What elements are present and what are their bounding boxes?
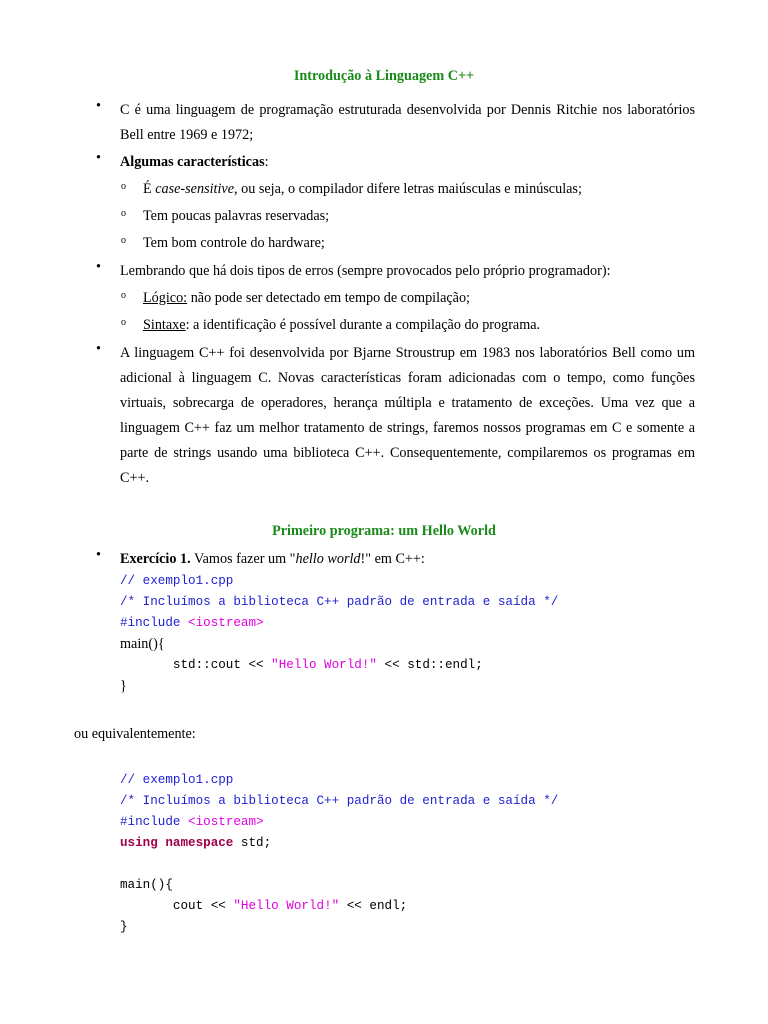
code-line: main(){ xyxy=(120,636,165,652)
colon: : xyxy=(264,154,269,170)
sub-item-text xyxy=(143,286,703,311)
bold-label: Algumas características xyxy=(120,154,265,170)
keyword: using namespace xyxy=(120,836,234,850)
circle-bullet-icon: o xyxy=(121,317,126,328)
blank-line xyxy=(120,854,558,875)
code-block-1 xyxy=(120,571,558,697)
circle-bullet-icon: o xyxy=(121,181,126,192)
sub-item-text xyxy=(143,313,703,338)
code-line: /* Incluímos a biblioteca C++ padrão de entrada e saída */ xyxy=(120,794,559,808)
text-pre: É xyxy=(143,181,156,197)
underlined-term: Lógico: xyxy=(143,290,188,306)
code-line: main(){ xyxy=(120,878,173,892)
code-line xyxy=(120,812,558,833)
include-header: <iostream> xyxy=(188,616,264,630)
circle-bullet-icon: o xyxy=(121,235,126,246)
sub-item-text: Tem bom controle do hardware; xyxy=(143,235,325,251)
include-directive: #include xyxy=(120,815,189,829)
underlined-term: Sintaxe xyxy=(143,317,186,333)
bullet-dot: • xyxy=(96,259,101,275)
bullet-text: Lembrando que há dois tipos de erros (sempre provocados pelo próprio programador): xyxy=(120,263,611,279)
exercise-label: Exercício 1. xyxy=(120,551,191,567)
code-line: } xyxy=(120,920,128,934)
code-line: } xyxy=(120,678,127,694)
code-line: // exemplo1.cpp xyxy=(120,574,234,588)
bullet-text: C é uma linguagem de programação estruturada desenvolvida por Dennis Ritchie nos laboratórios Bell entre 1969 e 1972; xyxy=(120,102,695,143)
exercise-text xyxy=(120,547,695,572)
between-text: ou equivalentemente: xyxy=(74,726,196,742)
sub-item-text: Tem poucas palavras reservadas; xyxy=(143,208,330,224)
include-directive: #include xyxy=(120,616,189,630)
text-post: , ou seja, o compilador difere letras maiúsculas e minúsculas; xyxy=(234,181,582,197)
heading-introducao: Introdução à Linguagem C++ xyxy=(293,68,475,84)
code-line xyxy=(120,896,558,917)
bullet-text xyxy=(120,150,695,175)
code-line xyxy=(120,613,558,634)
code-text: std::cout << xyxy=(120,658,272,672)
bullet-dot: • xyxy=(96,150,101,166)
bullet-dot: • xyxy=(96,341,101,357)
code-line xyxy=(120,833,558,854)
text-rest: não pode ser detectado em tempo de compilação; xyxy=(187,290,470,306)
circle-bullet-icon: o xyxy=(121,208,126,219)
heading-primeiro-programa: Primeiro programa: um Hello World xyxy=(272,523,496,539)
text-post: !" em C++: xyxy=(360,551,425,567)
string-literal: "Hello World!" xyxy=(233,899,340,913)
text-rest: : a identificação é possível durante a compilação do programa. xyxy=(185,317,541,333)
code-line: // exemplo1.cpp xyxy=(120,773,234,787)
sub-item-text xyxy=(143,177,703,202)
code-line xyxy=(120,655,558,676)
code-text: std; xyxy=(233,836,272,850)
bullet-text: A linguagem C++ foi desenvolvida por Bjarne Stroustrup em 1983 nos laboratórios Bell como um adicional à linguagem C. Novas características foram adicionadas com o tempo, como funções virtuais, sobrecarga de operadores, herança múltipla e tratamento de exceções. Uma vez que a linguagem C++ faz um melhor tratamento de strings, faremos nossos programas em C e somente a parte de strings usando uma biblioteca C++. Consequentemente, compilaremos os programas em C++. xyxy=(120,345,695,486)
code-text: << std::endl; xyxy=(376,658,483,672)
italic-term: hello world xyxy=(295,551,361,567)
italic-term: case-sensitive xyxy=(155,181,235,197)
text-pre: Vamos fazer um " xyxy=(190,551,296,567)
include-header: <iostream> xyxy=(188,815,264,829)
bullet-dot: • xyxy=(96,98,101,114)
bullet-dot: • xyxy=(96,547,101,563)
string-literal: "Hello World!" xyxy=(271,658,377,672)
code-text: cout << xyxy=(120,899,234,913)
circle-bullet-icon: o xyxy=(121,290,126,301)
code-line: /* Incluímos a biblioteca C++ padrão de entrada e saída */ xyxy=(120,595,559,609)
code-block-2 xyxy=(120,770,558,938)
code-text: << endl; xyxy=(339,899,408,913)
